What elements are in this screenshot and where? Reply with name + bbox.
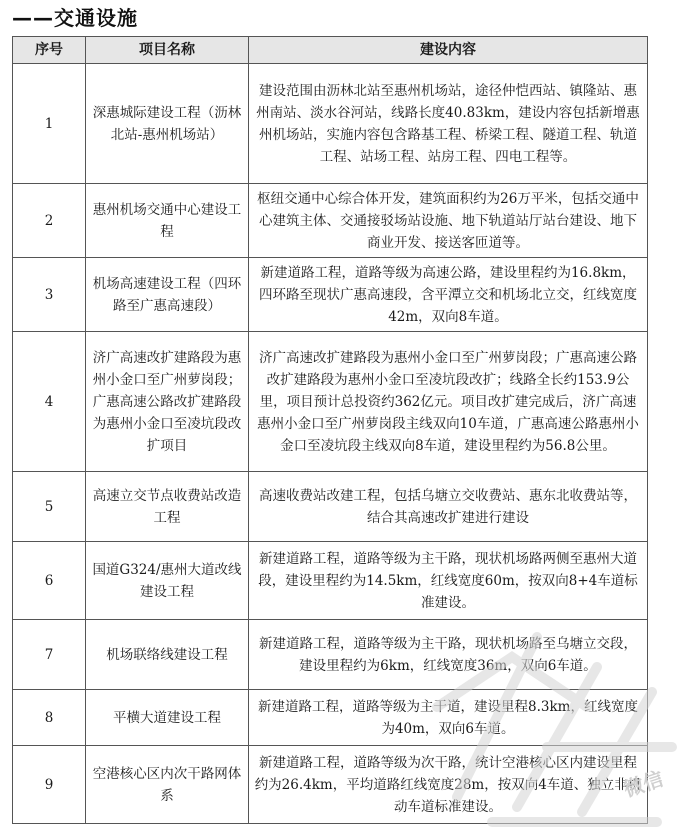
row-construction-content: 济广高速改扩建路段为惠州小金口至广州萝岗段；广惠高速公路改扩建路段为惠州小金口至凌坑段改扩；线路全长约153.9公里，项目预计总投资约362亿元。项目改扩建完成后，济广高速惠州小金口至广州萝岗段主线双向10车道，广惠高速公路惠州小金口至凌坑段主线双向8车道，建设里程约为56.8公里。 — [249, 332, 648, 472]
table-row — [13, 472, 648, 542]
table-row — [13, 620, 648, 690]
row-project-name: 国道G324/惠州大道改线建设工程 — [86, 542, 249, 620]
row-number: 5 — [13, 472, 86, 542]
table-row — [13, 542, 648, 620]
row-construction-content: 新建道路工程，道路等级为主干路，现状机场路两侧至惠州大道段，建设里程约为14.5km，红线宽度60m，按双向8+4车道标准建设。 — [249, 542, 648, 620]
row-project-name: 深惠城际建设工程（沥林北站-惠州机场站） — [86, 64, 249, 184]
row-construction-content: 新建道路工程，道路等级为高速公路，建设里程约为16.8km，四环路至现状广惠高速段，含平潭立交和机场北立交，红线宽度42m，双向8车道。 — [249, 258, 648, 332]
row-construction-content: 枢纽交通中心综合体开发，建筑面积约为26万平米，包括交通中心建筑主体、交通接驳场站设施、地下轨道站厅站台建设、地下商业开发、接送客匝道等。 — [249, 184, 648, 258]
row-project-name: 济广高速改扩建路段为惠州小金口至广州萝岗段；广惠高速公路改扩建路段为惠州小金口至凌坑段改扩项目 — [86, 332, 249, 472]
section-title: ——交通设施 — [12, 6, 138, 30]
table-row — [13, 746, 648, 824]
row-construction-content: 新建道路工程，道路等级为主干路，现状机场路至乌塘立交段，建设里程约为6km，红线宽度36m，双向6车道。 — [249, 620, 648, 690]
header-construction-content: 建设内容 — [249, 37, 648, 64]
row-number: 7 — [13, 620, 86, 690]
row-construction-content: 新建道路工程，道路等级为次干路，统计空港核心区内建设里程约为26.4km，平均道路红线宽度28m，按双向4车道、独立非机动车道标准建设。 — [249, 746, 648, 824]
row-number: 8 — [13, 690, 86, 746]
row-number: 1 — [13, 64, 86, 184]
row-number: 3 — [13, 258, 86, 332]
table-row — [13, 64, 648, 184]
table-row — [13, 184, 648, 258]
header-project-name: 项目名称 — [86, 37, 249, 64]
table-header-row — [13, 37, 648, 64]
table-row — [13, 332, 648, 472]
watermark-text: 微信 — [620, 766, 667, 802]
row-project-name: 高速立交节点收费站改造工程 — [86, 472, 249, 542]
row-number: 2 — [13, 184, 86, 258]
table-row — [13, 690, 648, 746]
row-project-name: 平横大道建设工程 — [86, 690, 249, 746]
row-project-name: 机场联络线建设工程 — [86, 620, 249, 690]
row-project-name: 机场高速建设工程（四环路至广惠高速段） — [86, 258, 249, 332]
row-construction-content: 建设范围由沥林北站至惠州机场站，途径仲恺西站、镇隆站、惠州南站、淡水谷河站，线路长度40.83km，建设内容包括新增惠州机场站，实施内容包含路基工程、桥梁工程、隧道工程、轨道工程、站场工程、站房工程、四电工程等。 — [249, 64, 648, 184]
row-construction-content: 高速收费站改建工程，包括乌塘立交收费站、惠东北收费站等，结合其高速改扩建进行建设 — [249, 472, 648, 542]
row-project-name: 空港核心区内次干路网体系 — [86, 746, 249, 824]
projects-table — [12, 36, 648, 824]
row-construction-content: 新建道路工程，道路等级为主干道，建设里程8.3km，红线宽度为40m，双向6车道。 — [249, 690, 648, 746]
row-number: 6 — [13, 542, 86, 620]
header-number: 序号 — [13, 37, 86, 64]
row-number: 9 — [13, 746, 86, 824]
row-project-name: 惠州机场交通中心建设工程 — [86, 184, 249, 258]
table-row — [13, 258, 648, 332]
row-number: 4 — [13, 332, 86, 472]
